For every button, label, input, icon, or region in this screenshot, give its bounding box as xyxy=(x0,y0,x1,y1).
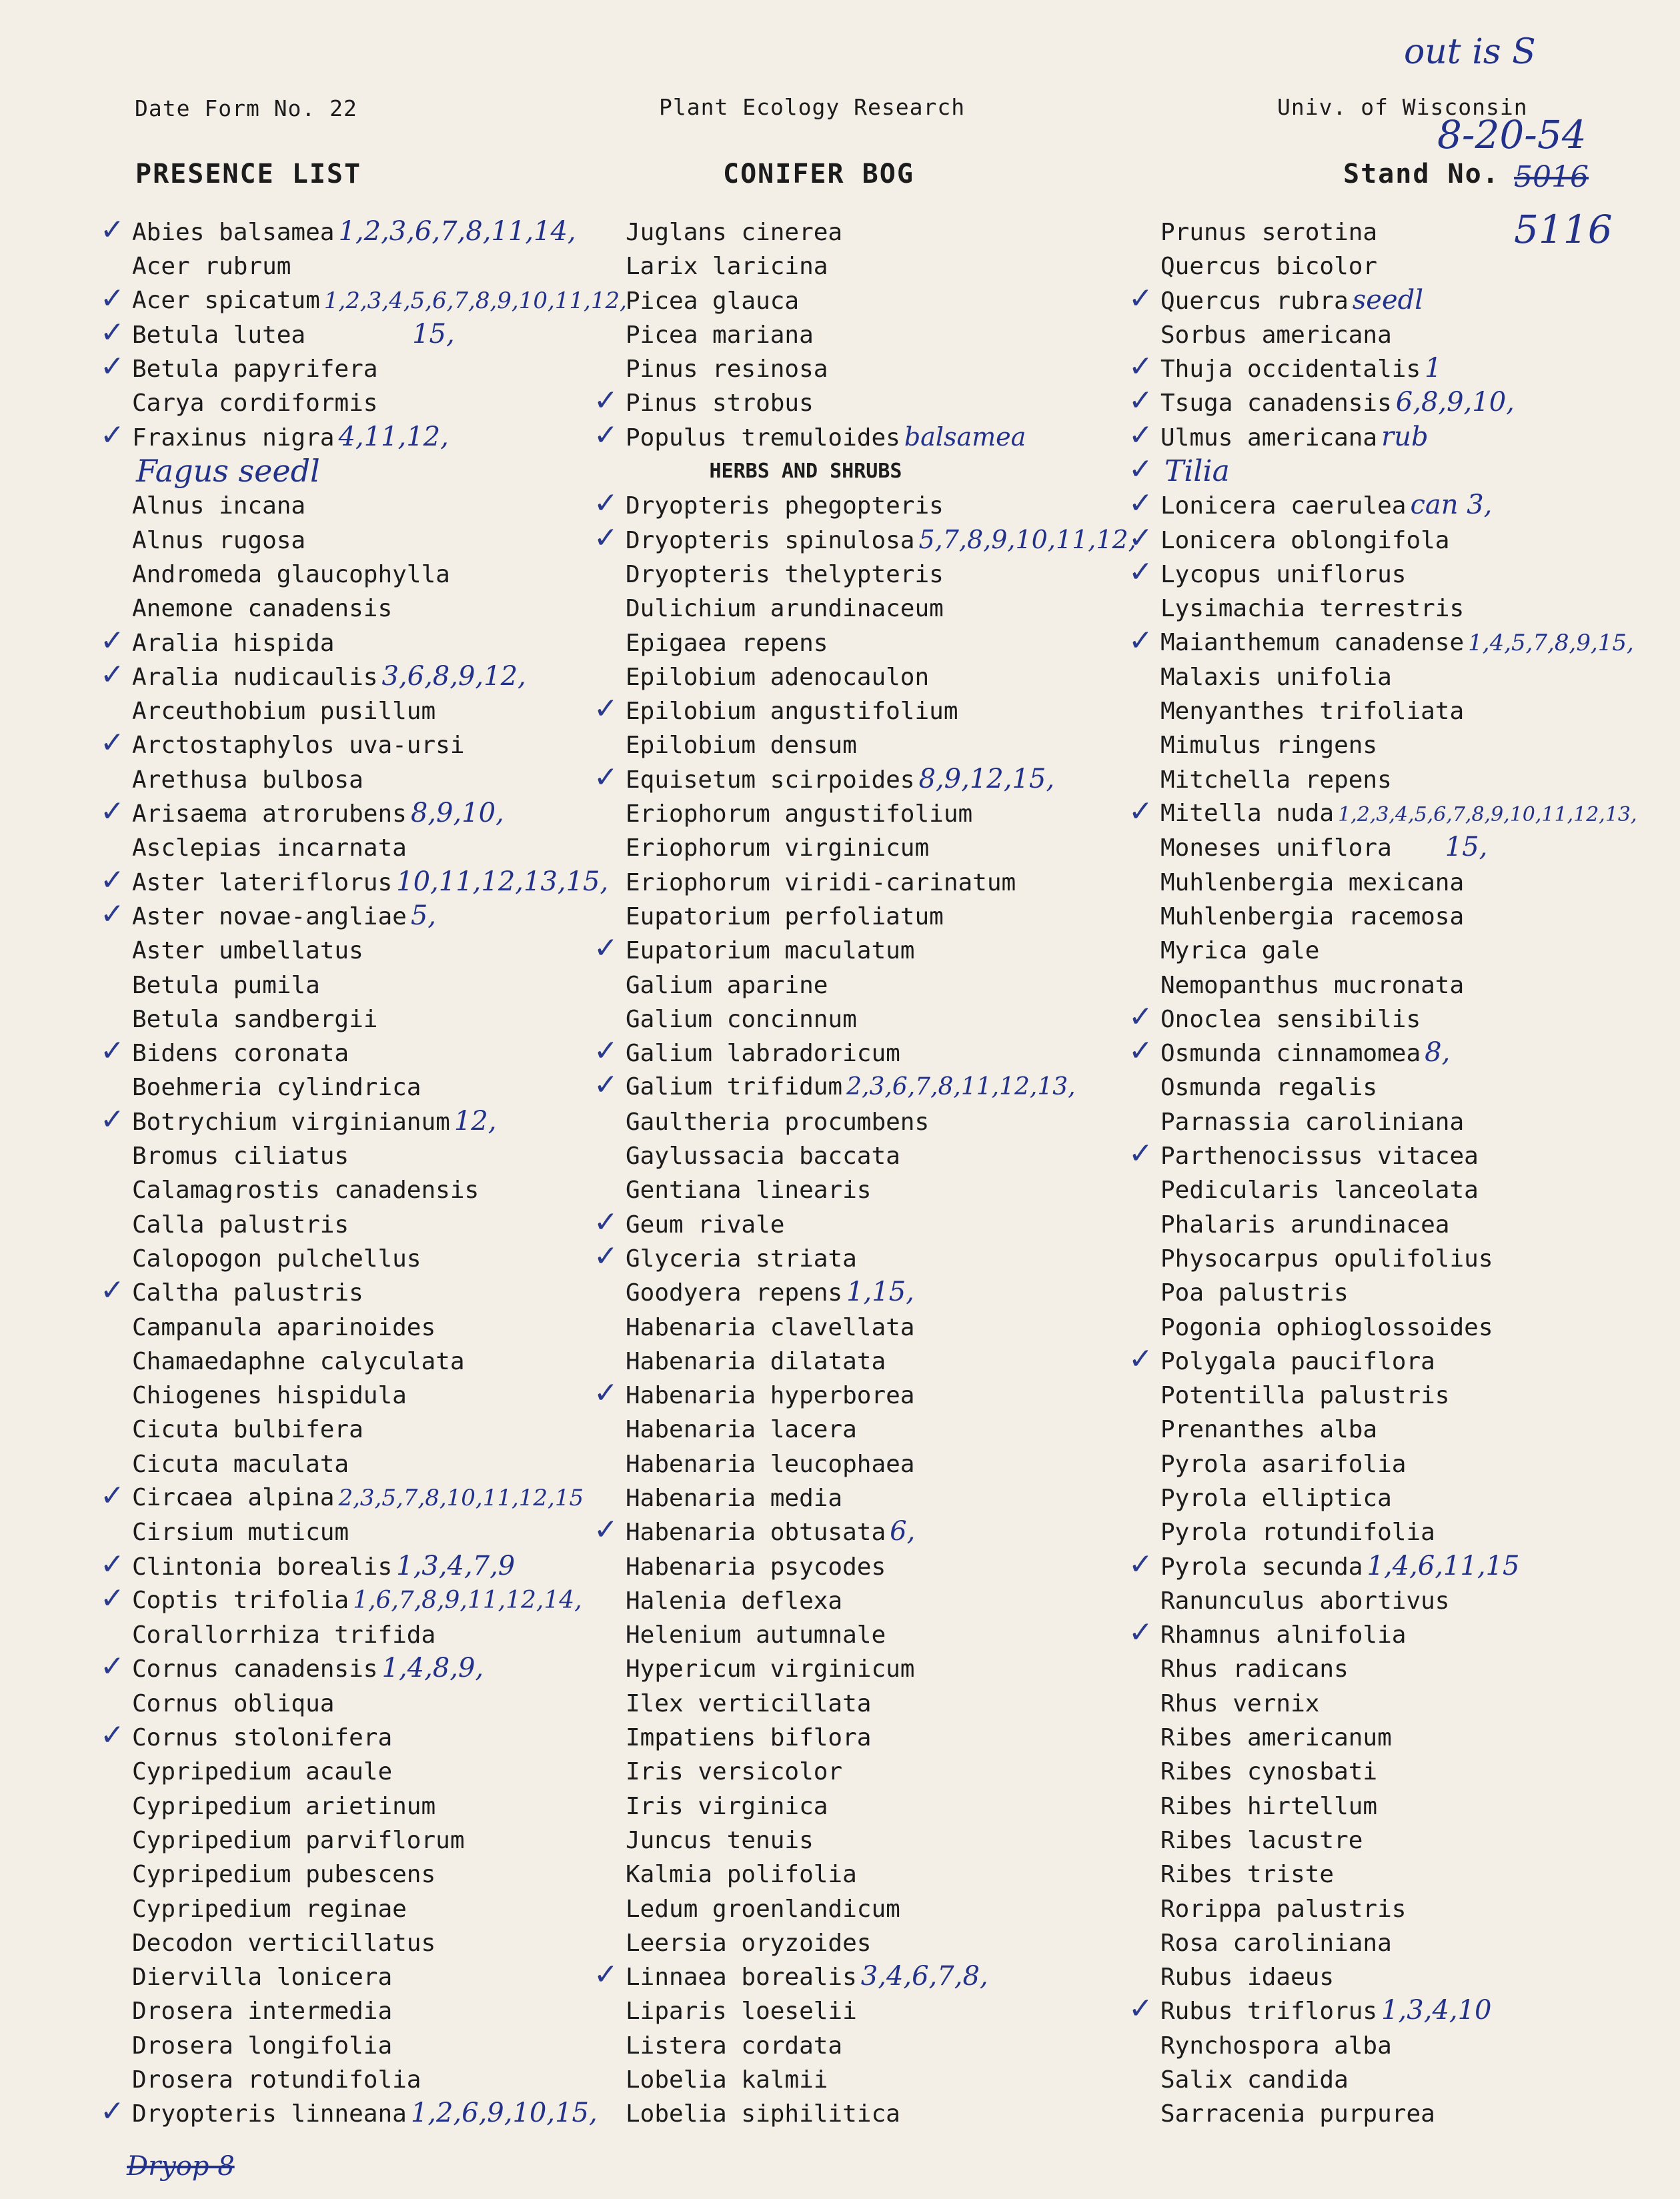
checkmark-icon: ✓ xyxy=(100,1034,125,1068)
checkmark-icon: ✓ xyxy=(100,896,125,931)
list-item: Arceuthobium pusillum xyxy=(132,698,436,726)
checkmark-icon: ✓ xyxy=(100,1273,125,1308)
list-item: ✓ Coptis trifolia 1,6,7,8,9,11,12,14, xyxy=(100,1581,582,1615)
species-column-b xyxy=(594,215,1146,2131)
list-item: Pyrola asarifolia xyxy=(1160,1450,1407,1478)
list-item: ✓ Fraxinus nigra 4,11,12, xyxy=(100,418,449,452)
list-item: ✓ Arisaema atrorubens 8,9,10, xyxy=(100,794,504,829)
list-item: Cornus obliqua xyxy=(132,1689,335,1717)
list-item: Eupatorium perfoliatum xyxy=(626,902,944,930)
research-title: Plant Ecology Research xyxy=(659,94,966,120)
list-item: ✓ Cornus stolonifera xyxy=(100,1718,393,1753)
list-item: Potentilla palustris xyxy=(1160,1382,1450,1410)
list-item: ✓ Aralia hispida xyxy=(100,623,335,658)
checkmark-icon: ✓ xyxy=(1128,418,1153,452)
list-item: Rhus radicans xyxy=(1160,1655,1349,1683)
list-item: ✓ Aster lateriflorus 10,11,12,13,15, xyxy=(100,862,609,897)
list-item: ✓ Quercus rubra seedl xyxy=(1128,281,1424,315)
checkmark-icon: ✓ xyxy=(594,1958,618,1992)
list-item: Cicuta maculata xyxy=(132,1450,349,1478)
list-item: Lysimachia terrestris xyxy=(1160,595,1465,623)
list-item: ✓ Rhamnus alnifolia xyxy=(1128,1615,1407,1650)
list-item: ✓ Abies balsamea 1,2,3,6,7,8,11,14, xyxy=(100,213,576,247)
list-item: Boehmeria cylindrica xyxy=(132,1074,422,1102)
list-item: Goodyera repens 1,15, xyxy=(626,1277,914,1308)
checkmark-icon: ✓ xyxy=(594,1239,618,1273)
checkmark-icon: ✓ xyxy=(100,726,125,760)
list-item: Rorippa palustris xyxy=(1160,1895,1407,1923)
list-item: Pogonia ophioglossoides xyxy=(1160,1313,1493,1341)
list-item: Lobelia kalmii xyxy=(626,2066,828,2094)
checkmark-icon: ✓ xyxy=(594,1376,618,1411)
list-item: Arethusa bulbosa xyxy=(132,766,363,794)
list-item: ✓ Pyrola secunda 1,4,6,11,15 xyxy=(1128,1547,1520,1581)
list-item: Cypripedium arietinum xyxy=(132,1792,436,1820)
species-column-c xyxy=(1128,215,1680,2131)
list-item: Pyrola elliptica xyxy=(1160,1484,1392,1512)
list-item: Ribes lacustre xyxy=(1160,1826,1363,1854)
list-item: Rosa caroliniana xyxy=(1160,1929,1392,1957)
stand-number-label: Stand No. xyxy=(1343,159,1500,189)
list-item: ✓ Polygala pauciflora xyxy=(1128,1341,1435,1376)
list-item: Hypericum virginicum xyxy=(626,1655,915,1683)
list-item: Picea mariana xyxy=(626,321,814,349)
list-item: ✓ Clintonia borealis 1,3,4,7,9 xyxy=(100,1547,516,1581)
list-item: Drosera rotundifolia xyxy=(132,2066,422,2094)
list-item: Prunus serotina xyxy=(1160,219,1378,246)
list-item: Habenaria leucophaea xyxy=(626,1450,915,1478)
list-item: Habenaria lacera xyxy=(626,1416,857,1444)
list-item: Alnus incana xyxy=(132,492,306,520)
checkmark-icon: ✓ xyxy=(594,1513,618,1547)
list-item: ✓ Aster novae-angliae 5, xyxy=(100,896,436,931)
checkmark-icon: ✓ xyxy=(594,931,618,966)
list-item: Gentiana linearis xyxy=(626,1177,872,1205)
list-item: Rhus vernix xyxy=(1160,1689,1320,1717)
handwritten-stand-crossed: 5016 xyxy=(1514,160,1589,194)
checkmark-icon: ✓ xyxy=(594,1068,618,1103)
checkmark-icon: ✓ xyxy=(1128,554,1153,589)
page-title: CONIFER BOG xyxy=(723,159,914,189)
list-item: Gaylussacia baccata xyxy=(626,1143,900,1171)
list-item: ✓ Ulmus americana rub xyxy=(1128,418,1429,452)
list-item: Pedicularis lanceolata xyxy=(1160,1177,1479,1205)
form-number: Date Form No. 22 xyxy=(135,95,357,121)
list-item: Epilobium adenocaulon xyxy=(626,663,930,691)
list-item: Halenia deflexa xyxy=(626,1587,843,1615)
list-item: Liparis loeselii xyxy=(626,1998,857,2026)
list-item: ✓ Circaea alpina 2,3,5,7,8,10,11,12,15 xyxy=(100,1478,584,1513)
list-item: Helenium autumnale xyxy=(626,1621,886,1649)
checkmark-icon: ✓ xyxy=(1128,1547,1153,1581)
list-item: Ribes hirtellum xyxy=(1160,1792,1378,1820)
list-item: Menyanthes trifoliata xyxy=(1160,698,1465,726)
list-item: Ribes americanum xyxy=(1160,1724,1392,1752)
list-item: Ranunculus abortivus xyxy=(1160,1587,1450,1615)
list-item: ✓ Dryopteris phegopteris xyxy=(594,486,944,521)
list-item: Ribes triste xyxy=(1160,1861,1335,1889)
list-item: Impatiens biflora xyxy=(626,1724,872,1752)
handwritten-row: ✓ Tilia xyxy=(1128,452,1230,489)
university: Univ. of Wisconsin xyxy=(1277,94,1528,120)
checkmark-icon: ✓ xyxy=(1128,281,1153,315)
list-item: Mitchella repens xyxy=(1160,766,1392,794)
list-item: Decodon verticillatus xyxy=(132,1929,436,1957)
list-item: ✓ Lonicera caerulea can 3, xyxy=(1128,486,1493,521)
checkmark-icon: ✓ xyxy=(594,384,618,418)
list-item: ✓ Rubus triflorus 1,3,4,10 xyxy=(1128,1992,1492,2026)
list-item: Carya cordiformis xyxy=(132,390,378,418)
checkmark-icon: ✓ xyxy=(1128,349,1153,384)
checkmark-icon: ✓ xyxy=(100,1581,125,1615)
checkmark-icon: ✓ xyxy=(100,1649,125,1684)
list-item: ✓ Eupatorium maculatum xyxy=(594,931,915,966)
list-item: Rynchospora alba xyxy=(1160,2032,1392,2060)
list-item: Calopogon pulchellus xyxy=(132,1245,422,1273)
list-item: ✓ Pinus strobus xyxy=(594,384,814,418)
list-item: ✓ Linnaea borealis 3,4,6,7,8, xyxy=(594,1958,988,1992)
checkmark-icon: ✓ xyxy=(100,623,125,658)
list-item: Drosera longifolia xyxy=(132,2032,393,2060)
checkmark-icon: ✓ xyxy=(100,1478,125,1513)
checkmark-icon: ✓ xyxy=(1128,520,1153,555)
list-item: Dryopteris thelypteris xyxy=(626,560,944,588)
list-item: Iris virginica xyxy=(626,1792,828,1820)
handwritten-row: Fagus seedl xyxy=(136,453,320,490)
list-item: Alnus rugosa xyxy=(132,526,306,554)
list-item: Cicuta bulbifera xyxy=(132,1416,363,1444)
list-item: ✓ Parthenocissus vitacea xyxy=(1128,1137,1479,1171)
list-item: Habenaria clavellata xyxy=(626,1313,915,1341)
list-item: ✓ Epilobium angustifolium xyxy=(594,692,958,726)
list-item: Nemopanthus mucronata xyxy=(1160,971,1465,999)
list-item: Rubus idaeus xyxy=(1160,1964,1335,1992)
list-item: Iris versicolor xyxy=(626,1758,843,1786)
checkmark-icon: ✓ xyxy=(100,862,125,897)
list-item: Sorbus americana xyxy=(1160,321,1392,349)
handwritten-stand-number: 5116 xyxy=(1514,207,1613,252)
list-item: ✓ Acer spicatum 1,2,3,4,5,6,7,8,9,10,11,12, xyxy=(100,281,627,315)
list-item: Epilobium densum xyxy=(626,732,857,760)
checkmark-icon: ✓ xyxy=(100,213,125,247)
list-item: ✓ Tsuga canadensis 6,8,9,10, xyxy=(1128,384,1515,418)
checkmark-icon: ✓ xyxy=(1128,999,1153,1034)
list-item: ✓ Galium trifidum 2,3,6,7,8,11,12,13, xyxy=(594,1068,1076,1103)
checkmark-icon: ✓ xyxy=(1128,794,1153,829)
checkmark-icon: ✓ xyxy=(594,692,618,726)
checkmark-icon: ✓ xyxy=(594,520,618,555)
checkmark-icon: ✓ xyxy=(100,418,125,452)
list-item: Quercus bicolor xyxy=(1160,253,1378,281)
checkmark-icon: ✓ xyxy=(100,315,125,349)
list-item: Habenaria media xyxy=(626,1484,843,1512)
list-item: Drosera intermedia xyxy=(132,1998,393,2026)
list-item: Calamagrostis canadensis xyxy=(132,1177,480,1205)
list-item: Myrica gale xyxy=(1160,937,1320,965)
checkmark-icon: ✓ xyxy=(1128,452,1153,487)
list-item: ✓ Galium labradoricum xyxy=(594,1034,900,1068)
checkmark-icon: ✓ xyxy=(1128,623,1153,658)
checkmark-icon: ✓ xyxy=(594,760,618,794)
list-item: ✓ Geum rivale xyxy=(594,1205,785,1239)
list-item: Habenaria psycodes xyxy=(626,1553,886,1581)
list-item: Asclepias incarnata xyxy=(132,834,407,862)
list-item: ✓ Arctostaphylos uva-ursi xyxy=(100,726,465,760)
checkmark-icon: ✓ xyxy=(100,1718,125,1753)
list-item: ✓ Dryopteris spinulosa 5,7,8,9,10,11,12, xyxy=(594,520,1136,555)
list-item: ✓ Lonicera oblongifola xyxy=(1128,520,1450,555)
list-item: Physocarpus opulifolius xyxy=(1160,1245,1493,1273)
checkmark-icon: ✓ xyxy=(1128,384,1153,418)
list-item: Galium aparine xyxy=(626,971,828,999)
list-item: Cypripedium pubescens xyxy=(132,1861,436,1889)
checkmark-icon: ✓ xyxy=(1128,1137,1153,1171)
list-item: Cypripedium parviflorum xyxy=(132,1826,465,1854)
list-item: Kalmia polifolia xyxy=(626,1861,857,1889)
list-item: ✓ Botrychium virginianum 12, xyxy=(100,1102,497,1137)
list-item: Dulichium arundinaceum xyxy=(626,595,944,623)
checkmark-icon: ✓ xyxy=(100,1547,125,1581)
list-item: ✓ Habenaria obtusata 6, xyxy=(594,1513,916,1547)
list-item: ✓ Aralia nudicaulis 3,6,8,9,12, xyxy=(100,657,526,692)
list-item: Juglans cinerea xyxy=(626,219,843,246)
list-item: Cirsium muticum xyxy=(132,1519,349,1547)
list-item: ✓ Onoclea sensibilis xyxy=(1128,999,1421,1034)
list-item: Epigaea repens xyxy=(626,629,828,657)
checkmark-icon: ✓ xyxy=(1128,1992,1153,2026)
list-item: ✓ Betula papyrifera xyxy=(100,349,378,384)
list-item: Diervilla lonicera xyxy=(132,1964,393,1992)
list-item: ✓ Lycopus uniflorus xyxy=(1128,554,1407,589)
list-item: Gaultheria procumbens xyxy=(626,1108,930,1136)
list-item: Eriophorum angustifolium xyxy=(626,800,973,828)
list-item: Calla palustris xyxy=(132,1211,349,1239)
checkmark-icon: ✓ xyxy=(100,794,125,829)
checkmark-icon: ✓ xyxy=(100,281,125,315)
list-item: ✓ Thuja occidentalis 1 xyxy=(1128,349,1442,384)
list-item: ✓ Betula lutea 15, xyxy=(100,315,455,349)
list-item: Betula pumila xyxy=(132,971,320,999)
checkmark-icon: ✓ xyxy=(100,1102,125,1137)
list-item: Ilex verticillata xyxy=(626,1689,872,1717)
checkmark-icon: ✓ xyxy=(1128,1615,1153,1650)
list-item: Betula sandbergii xyxy=(132,1005,378,1033)
list-item: Corallorrhiza trifida xyxy=(132,1621,436,1649)
list-item: Pyrola rotundifolia xyxy=(1160,1519,1435,1547)
list-item: Eriophorum virginicum xyxy=(626,834,930,862)
list-item: Prenanthes alba xyxy=(1160,1416,1378,1444)
list-item: Larix laricina xyxy=(626,253,828,281)
list-item: Bromus ciliatus xyxy=(132,1143,349,1171)
checkmark-icon: ✓ xyxy=(594,1034,618,1068)
list-item: Poa palustris xyxy=(1160,1279,1349,1307)
checkmark-icon: ✓ xyxy=(1128,1034,1153,1068)
list-item: Ribes cynosbati xyxy=(1160,1758,1378,1786)
list-item: Lobelia siphilitica xyxy=(626,2100,900,2128)
list-item: Sarracenia purpurea xyxy=(1160,2100,1435,2128)
list-item: Eriophorum viridi-carinatum xyxy=(626,868,1016,896)
list-item: Parnassia caroliniana xyxy=(1160,1108,1465,1136)
list-item: ✓ Populus tremuloides balsamea xyxy=(594,418,1026,452)
handwritten-footer-note: Dryop 8 xyxy=(127,2151,235,2182)
list-item: Pinus resinosa xyxy=(626,355,828,384)
list-item: Muhlenbergia mexicana xyxy=(1160,868,1465,896)
list-item: Osmunda regalis xyxy=(1160,1074,1378,1102)
species-column-a xyxy=(100,213,652,2131)
list-item: Juncus tenuis xyxy=(626,1826,814,1854)
checkmark-icon: ✓ xyxy=(100,2094,125,2129)
list-item: Aster umbellatus xyxy=(132,937,363,965)
list-item: Cypripedium acaule xyxy=(132,1758,393,1786)
list-item: Mimulus ringens xyxy=(1160,732,1378,760)
list-item: ✓ Glyceria striata xyxy=(594,1239,857,1273)
list-item: ✓ Mitella nuda 1,2,3,4,5,6,7,8,9,10,11,12,13, xyxy=(1128,794,1637,829)
handwritten-date: 8-20-54 xyxy=(1437,112,1587,157)
list-item: Chamaedaphne calyculata xyxy=(132,1347,465,1375)
list-item: Andromeda glaucophylla xyxy=(132,560,450,588)
list-item: Campanula aparinoides xyxy=(132,1313,436,1341)
checkmark-icon: ✓ xyxy=(594,1205,618,1239)
list-item: ✓ Cornus canadensis 1,4,8,9, xyxy=(100,1649,484,1684)
list-item: Ledum groenlandicum xyxy=(626,1895,900,1923)
list-item: ✓ Caltha palustris xyxy=(100,1273,363,1308)
list-item: Galium concinnum xyxy=(626,1005,857,1033)
presence-list-title: PRESENCE LIST xyxy=(135,159,362,189)
list-item: Habenaria dilatata xyxy=(626,1347,886,1375)
list-item: Muhlenbergia racemosa xyxy=(1160,902,1465,930)
list-item: ✓ Dryopteris linneana 1,2,6,9,10,15, xyxy=(100,2094,598,2129)
handwritten-top-note: out is S xyxy=(1404,32,1536,72)
list-item: Listera cordata xyxy=(626,2032,843,2060)
list-item: Acer rubrum xyxy=(132,253,291,281)
list-item: Malaxis unifolia xyxy=(1160,663,1392,691)
section-heading: HERBS AND SHRUBS xyxy=(709,460,902,484)
list-item: ✓ Bidens coronata xyxy=(100,1034,349,1068)
list-item: Phalaris arundinacea xyxy=(1160,1211,1450,1239)
list-item: Salix candida xyxy=(1160,2066,1349,2094)
list-item: Picea glauca xyxy=(626,287,800,315)
checkmark-icon: ✓ xyxy=(1128,1341,1153,1376)
checkmark-icon: ✓ xyxy=(594,486,618,521)
list-item: Anemone canadensis xyxy=(132,595,393,623)
list-item: Chiogenes hispidula xyxy=(132,1382,407,1410)
list-item: ✓ Osmunda cinnamomea 8, xyxy=(1128,1034,1451,1068)
list-item: ✓ Habenaria hyperborea xyxy=(594,1376,915,1411)
checkmark-icon: ✓ xyxy=(100,349,125,384)
list-item: Leersia oryzoides xyxy=(626,1929,872,1957)
list-item: Moneses uniflora 15, xyxy=(1160,832,1488,863)
list-item: Cypripedium reginae xyxy=(132,1895,407,1923)
checkmark-icon: ✓ xyxy=(594,418,618,452)
checkmark-icon: ✓ xyxy=(100,657,125,692)
list-item: ✓ Maianthemum canadense 1,4,5,7,8,9,15, xyxy=(1128,623,1634,658)
list-item: ✓ Equisetum scirpoides 8,9,12,15, xyxy=(594,760,1055,794)
checkmark-icon: ✓ xyxy=(1128,486,1153,521)
